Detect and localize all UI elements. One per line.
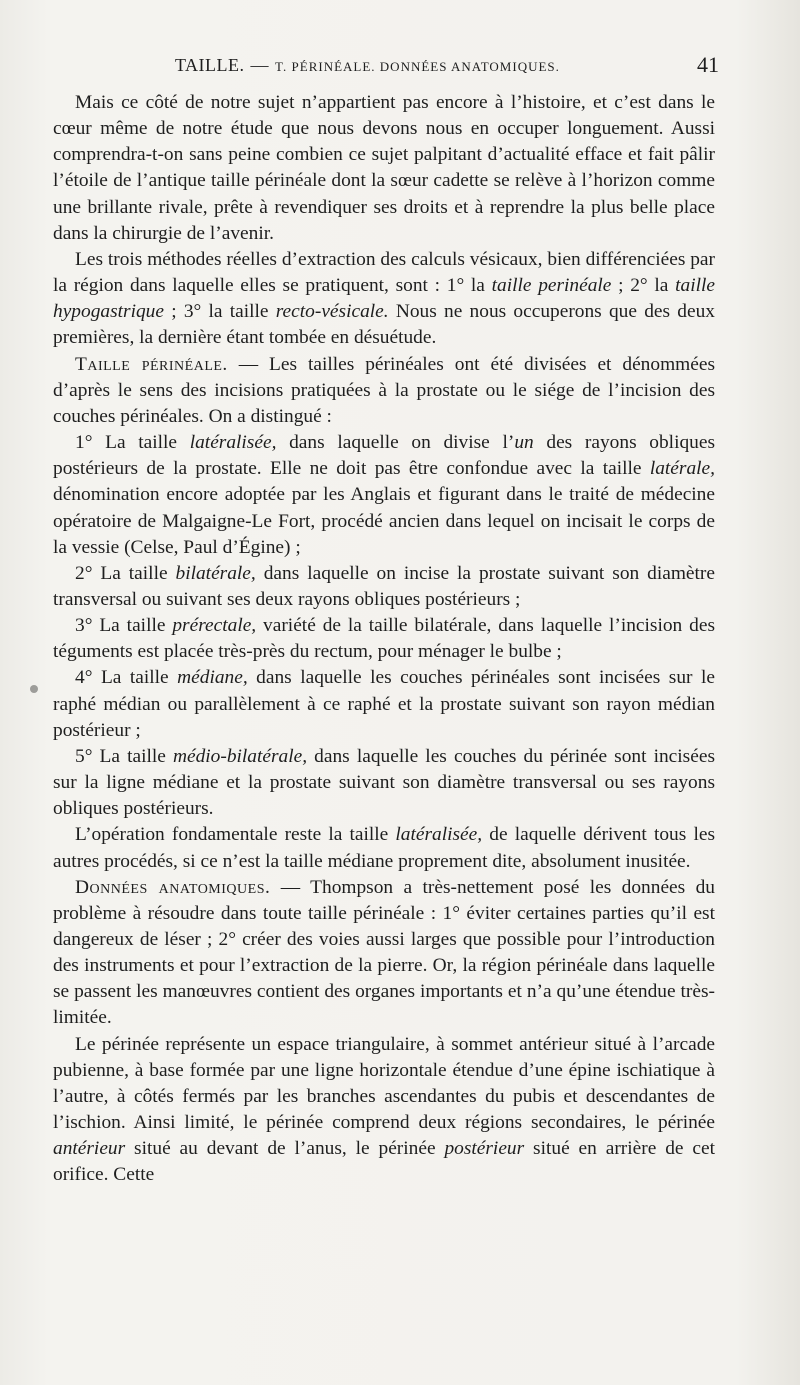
- italic-term: latérale,: [649, 458, 715, 480]
- text-run: Le périnée représente un espace triangulaire, à sommet antérieur situé à l’arcade pubienne, à base formée par une ligne horizontale étendue d’une épine ischiatique à l’autre, à côtés fermés par les branches ascendantes du pubis et descendantes de l’ischion. Ainsi limité, le périnée comprend deux régions secondaires, le périnée: [53, 1033, 715, 1134]
- text-run: dans laquelle les couches du périnée sont incisées sur la ligne médiane et la prostate suivant son diamètre transversal ou ses rayons obliques postérieurs.: [53, 745, 715, 820]
- italic-term: antérieur: [53, 1138, 126, 1160]
- italic-term: prérectale,: [172, 615, 257, 637]
- text-run: situé au devant de l’anus, le périnée: [125, 1138, 445, 1160]
- italic-term: médiane,: [177, 667, 248, 689]
- paragraph-3: [53, 352, 715, 430]
- section-heading-taille-perineale: Taille périnéale.: [75, 353, 228, 375]
- italic-term: taille perinéale: [491, 275, 612, 297]
- paragraph-2: [53, 247, 715, 352]
- italic-term: un: [514, 432, 534, 454]
- text-run: L’opération fondamentale reste la taille: [75, 824, 396, 846]
- text-run: dans laquelle on incise la prostate suivant son diamètre transversal ou suivant ses deux rayons obliques postérieurs ;: [53, 562, 715, 610]
- text-run: de laquelle dérivent tous les autres procédés, si ce n’est la taille médiane proprement dite, absolument inusitée.: [53, 824, 715, 872]
- italic-term: taille hypogastrique: [53, 275, 715, 323]
- text-run: ; 3° la taille: [163, 301, 276, 323]
- text-run: situé en arrière de cet orifice. Cette: [53, 1138, 715, 1186]
- running-header: [0, 52, 800, 82]
- paragraph-8: [53, 744, 715, 822]
- running-title-dash: —: [250, 55, 270, 75]
- paragraph-7: [53, 665, 715, 743]
- text-run: dans laquelle les couches périnéales sont incisées sur le raphé médian ou parallèlement à ce raphé et la prostate suivant son rayon médian postérieur ;: [53, 667, 715, 741]
- running-title-main: TAILLE.: [175, 55, 245, 75]
- paragraph-11: [53, 1032, 715, 1189]
- text-run: dénomination encore adoptée par les Anglais et figurant dans le traité de médecine opératoire de Malgaigne-Le Fort, procédé ancien dans lequel on incisait le corps de la vessie (Celse, Paul d’Égine) ;: [53, 484, 715, 558]
- italic-term: latéralisée,: [189, 432, 277, 454]
- paragraph-1: Mais ce côté de notre sujet n’appartient pas encore à l’histoire, et c’est dans le cœur même de notre étude que nous devons nous en occuper longuement. Aussi comprendra-t-on sans peine combien ce sujet palpitant d’actualité efface et fait pâlir l’étoile de l’antique taille périnéale dont la sœur cadette se relève à l’horizon comme une brillante rivale, prête à revendiquer ses droits et à reprendre la plus belle place dans la chirurgie de l’avenir.: [53, 92, 715, 244]
- text-run: 3° La taille: [75, 615, 173, 637]
- ink-blot: [30, 685, 38, 693]
- page-number: 41: [697, 52, 719, 77]
- text-run: 5° La taille: [75, 745, 173, 767]
- text-run: variété de la taille bilatérale, dans laquelle l’incision des téguments est placée très-près du rectum, pour ménager le bulbe ;: [53, 615, 715, 663]
- italic-term: médio-bilatérale,: [172, 745, 308, 767]
- paragraph-9: [53, 822, 715, 874]
- text-run: dans laquelle on divise l’: [276, 432, 515, 454]
- page-body: [53, 90, 715, 1189]
- paragraph-10: [53, 875, 715, 1032]
- running-title-sub: T. PÉRINÉALE. DONNÉES ANATOMIQUES.: [275, 59, 560, 74]
- italic-term: postérieur: [444, 1138, 525, 1160]
- text-run: des rayons obliques postérieurs de la prostate. Elle ne doit pas être confondue avec la taille: [53, 432, 715, 480]
- text-run: — Thompson a très-nettement posé les données du problème à résoudre dans toute taille périnéale : 1° éviter certaines parties qu’il est dangereux de léser ; 2° créer des voies aussi larges que possible pour l’introduction des instruments et pour l’extraction de la pierre. Or, la région périnéale dans laquelle se passent les manœuvres contient des organes importants et n’a qu’une étendue très-limitée.: [53, 876, 715, 1029]
- text-run: Les trois méthodes réelles d’extraction des calculs vésicaux, bien différenciées par la région dans laquelle elles se pratiquent, sont : 1° la: [53, 248, 715, 297]
- text-run: 2° La taille: [75, 562, 176, 584]
- section-heading-donnees-anatomiques: Données anatomiques.: [75, 876, 271, 898]
- italic-term: latéralisée,: [395, 824, 483, 846]
- italic-term: bilatérale,: [175, 562, 256, 584]
- paragraph-6: [53, 613, 715, 665]
- italic-term: recto-vésicale.: [275, 301, 389, 323]
- text-run: 4° La taille: [75, 667, 178, 689]
- text-run: — Les tailles périnéales ont été divisées et dénommées d’après le sens des incisions pratiquées à la prostate ou le siége de l’incision des couches périnéales. On a distingué :: [53, 353, 715, 427]
- text-run: Nous ne nous occuperons que des deux premières, la dernière étant tombée en désuétude.: [53, 301, 715, 349]
- running-title: [175, 55, 560, 76]
- text-run: ; 2° la: [611, 275, 676, 297]
- paragraph-5: [53, 561, 715, 613]
- paragraph-4: [53, 430, 715, 561]
- text-run: 1° La taille: [75, 432, 190, 454]
